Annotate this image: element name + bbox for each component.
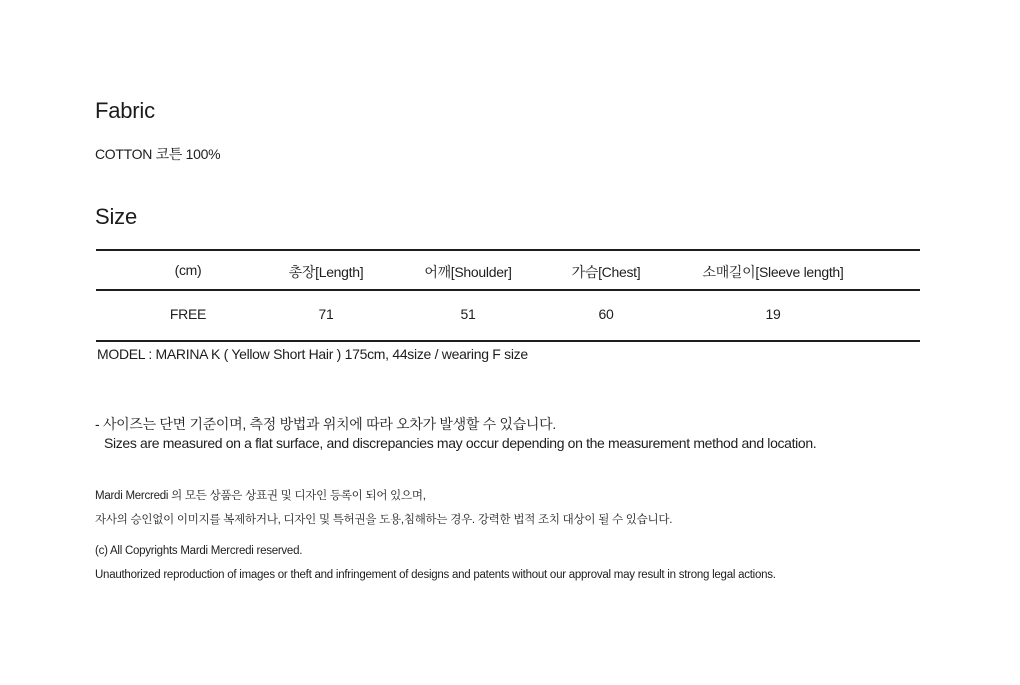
legal-notice-line-1: Mardi Mercredi 의 모든 상품은 상표권 및 디자인 등록이 되어 있으며,: [95, 490, 426, 502]
table-cell-sleeve: 19: [765, 306, 781, 322]
copyright-line-1: (c) All Copyrights Mardi Mercredi reserved.: [95, 545, 303, 557]
size-title: Size: [95, 204, 137, 229]
size-note-korean: - 사이즈는 단면 기준이며, 측정 방법과 위치에 따라 오차가 발생할 수 있습니다.: [95, 416, 556, 432]
table-header-chest: 가슴[Chest]: [571, 264, 641, 280]
table-header-sleeve: 소매길이[Sleeve length]: [702, 264, 844, 280]
model-info: MODEL : MARINA K ( Yellow Short Hair ) 175cm, 44size / wearing F size: [97, 346, 528, 362]
table-header-length: 총장[Length]: [288, 264, 364, 280]
table-cell-chest: 60: [598, 306, 614, 322]
table-cell-size: FREE: [169, 306, 207, 322]
size-note-english: Sizes are measured on a flat surface, and discrepancies may occur depending on the measurement method and location.: [104, 435, 817, 451]
table-divider: [96, 289, 920, 291]
fabric-title: Fabric: [95, 98, 155, 123]
table-header-unit: (cm): [174, 262, 202, 278]
table-cell-shoulder: 51: [460, 306, 476, 322]
copyright-line-2: Unauthorized reproduction of images or theft and infringement of designs and patents without our approval may result in strong legal actions.: [95, 569, 776, 581]
table-cell-length: 71: [318, 306, 334, 322]
table-header-shoulder: 어깨[Shoulder]: [424, 264, 512, 280]
legal-notice-line-2: 자사의 승인없이 이미지를 복제하거나, 디자인 및 특허권을 도용,침해하는 경우. 강력한 법적 조치 대상이 될 수 있습니다.: [95, 514, 673, 526]
size-table: [96, 249, 920, 342]
fabric-composition: COTTON 코튼 100%: [95, 146, 221, 162]
